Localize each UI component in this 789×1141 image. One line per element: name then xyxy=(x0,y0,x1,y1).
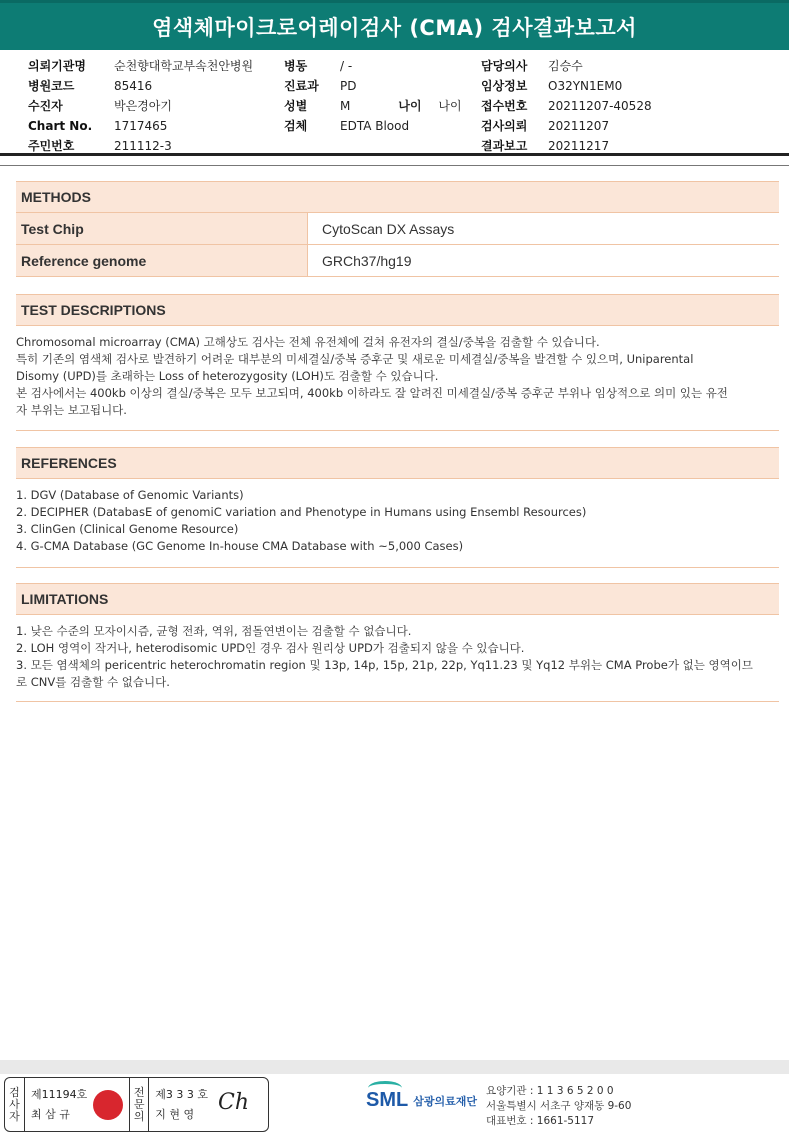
info-label: 병동 xyxy=(284,59,308,73)
info-value: O32YN1EM0 xyxy=(548,79,623,93)
info-value: 김승수 xyxy=(548,59,583,73)
age-value: 나이 xyxy=(438,99,462,113)
method-value: CytoScan DX Assays xyxy=(322,220,455,237)
info-row-clinical-info xyxy=(481,76,652,96)
methods-heading: METHODS xyxy=(16,181,779,213)
method-row-reference-genome xyxy=(16,245,779,277)
patient-info-col2 xyxy=(284,56,462,136)
info-value: PD xyxy=(340,79,357,93)
info-label: 임상정보 xyxy=(481,79,528,93)
report-title: 염색체마이크로어레이검사 (CMA) 검사결과보고서 xyxy=(0,0,789,50)
info-label: 의뢰기관명 xyxy=(28,59,86,73)
patient-info-col1 xyxy=(28,56,253,156)
logo-arc-icon xyxy=(368,1081,402,1095)
info-label: 병원코드 xyxy=(28,79,75,93)
info-value: 1717465 xyxy=(114,119,168,133)
limitation-item: 1. 낮은 수준의 모자이시즘, 균형 전좌, 역위, 점돌연변이는 검출할 수 없습니다. xyxy=(16,624,412,638)
seal-stamp-icon xyxy=(93,1090,123,1120)
info-value: / - xyxy=(340,59,353,73)
info-value: 20211217 xyxy=(548,139,610,153)
header-divider-thin xyxy=(0,165,789,166)
section-divider xyxy=(16,430,779,431)
vertical-char: 검 xyxy=(9,1085,20,1099)
header-divider xyxy=(0,153,789,156)
info-row-hospital-code xyxy=(28,76,253,96)
info-value: 박은경아기 xyxy=(114,99,172,113)
limitations-list xyxy=(16,623,779,691)
info-label: 성별 xyxy=(284,99,308,113)
info-label: 진료과 xyxy=(284,79,319,93)
footer-band xyxy=(0,1060,789,1074)
inspector-vertical-label xyxy=(5,1078,25,1131)
inspector-name: 최 삼 규 xyxy=(31,1107,70,1121)
info-label: 수진자 xyxy=(28,99,63,113)
org-info-line: 대표번호 : 1661-5117 xyxy=(486,1115,595,1127)
test-descriptions-heading: TEST DESCRIPTIONS xyxy=(16,294,779,326)
inspector-license-no: 제11194호 xyxy=(31,1087,88,1101)
method-key: Test Chip xyxy=(16,213,308,244)
reference-item: 1. DGV (Database of Genomic Variants) xyxy=(16,488,244,502)
info-value: 20211207-40528 xyxy=(548,99,652,113)
info-row-receipt-no xyxy=(481,96,652,116)
reference-item: 2. DECIPHER (DatabasE of genomiC variation and Phenotype in Humans using Ensembl Resources) xyxy=(16,505,587,519)
info-row-sex-age xyxy=(284,96,462,116)
info-label: 담당의사 xyxy=(481,59,528,73)
info-label: Chart No. xyxy=(28,119,93,133)
vertical-char: 의 xyxy=(133,1109,145,1123)
sml-logo xyxy=(366,1083,477,1112)
info-value: 85416 xyxy=(114,79,153,93)
logo-text: SML xyxy=(366,1089,409,1111)
signature-box xyxy=(4,1077,269,1132)
info-row-institution xyxy=(28,56,253,76)
logo-mark xyxy=(366,1083,408,1112)
paragraph-line: 본 검사에서는 400kb 이상의 결실/중복은 모두 보고되며, 400kb 이하라도 잘 알려진 미세결실/중복 증후군 부위나 임상적으로 의미 있는 유전 xyxy=(16,386,728,400)
vertical-char: 전 xyxy=(133,1085,145,1099)
reviewer-info xyxy=(149,1078,208,1131)
org-info-line: 요양기관 : 1 1 3 6 5 2 0 0 xyxy=(486,1085,614,1097)
vertical-char: 문 xyxy=(133,1097,145,1111)
age-label: 나이 xyxy=(398,99,422,113)
method-key: Reference genome xyxy=(16,245,308,276)
reference-item: 4. G-CMA Database (GC Genome In-house CMA Database with ~5,000 Cases) xyxy=(16,539,464,553)
info-row-chart-no xyxy=(28,116,253,136)
logo-org-name: 삼광의료재단 xyxy=(413,1094,477,1108)
info-label: 결과보고 xyxy=(481,139,528,153)
signature: Ch xyxy=(218,1090,250,1115)
reviewer-license-no: 제3 3 3 호 xyxy=(155,1087,208,1101)
limitations-heading: LIMITATIONS xyxy=(16,583,779,615)
info-row-ward xyxy=(284,56,462,76)
info-row-doctor xyxy=(481,56,652,76)
info-row-request-date xyxy=(481,116,652,136)
organization-info xyxy=(486,1084,631,1129)
reviewer-vertical-label xyxy=(129,1078,149,1131)
limitation-item: 2. LOH 영역이 작거나, heterodisomic UPD인 경우 검사 원리상 UPD가 검출되지 않을 수 있습니다. xyxy=(16,641,525,655)
info-value: 211112-3 xyxy=(114,139,172,153)
info-value: EDTA Blood xyxy=(340,119,410,133)
info-label: 검체 xyxy=(284,119,308,133)
section-divider xyxy=(16,567,779,568)
info-row-specimen xyxy=(284,116,462,136)
org-info-line: 서울특별시 서초구 양재동 9-60 xyxy=(486,1100,632,1112)
info-label: 주민번호 xyxy=(28,139,75,153)
patient-info-col3 xyxy=(481,56,652,156)
method-value: GRCh37/hg19 xyxy=(322,252,412,269)
references-heading: REFERENCES xyxy=(16,447,779,479)
paragraph-line: 자 부위는 보고됩니다. xyxy=(16,403,127,417)
info-label: 접수번호 xyxy=(481,99,528,113)
paragraph-line: Chromosomal microarray (CMA) 고해상도 검사는 전체 유전체에 걸쳐 유전자의 결실/중복을 검출할 수 있습니다. xyxy=(16,335,600,349)
inspector-info xyxy=(25,1078,87,1131)
reference-item: 3. ClinGen (Clinical Genome Resource) xyxy=(16,522,239,536)
info-value: M xyxy=(340,99,351,113)
limitation-item: 3. 모든 염색체의 pericentric heterochromatin region 및 13p, 14p, 15p, 21p, 22p, Yq11.23 및 Yq12 부위는 CMA Probe가 없는 영역이므 xyxy=(16,658,753,672)
method-row-test-chip xyxy=(16,213,779,245)
info-label: 검사의뢰 xyxy=(481,119,528,133)
vertical-char: 자 xyxy=(9,1109,20,1123)
reviewer-name: 지 현 영 xyxy=(155,1107,195,1121)
info-row-patient xyxy=(28,96,253,116)
vertical-char: 사 xyxy=(9,1097,20,1111)
info-value: 순천향대학교부속천안병원 xyxy=(114,59,254,73)
test-descriptions-body xyxy=(16,334,779,419)
paragraph-line: Disomy (UPD)를 초래하는 Loss of heterozygosity (LOH)도 검출할 수 있습니다. xyxy=(16,369,439,383)
limitation-item: 로 CNV를 검출할 수 없습니다. xyxy=(16,675,170,689)
references-list xyxy=(16,487,779,555)
paragraph-line: 특히 기존의 염색체 검사로 발견하기 어려운 대부분의 미세결실/중복 증후군 및 새로운 미세결실/중복을 발견할 수 있으며, Uniparental xyxy=(16,352,694,366)
section-divider xyxy=(16,701,779,702)
info-row-department xyxy=(284,76,462,96)
info-value: 20211207 xyxy=(548,119,610,133)
